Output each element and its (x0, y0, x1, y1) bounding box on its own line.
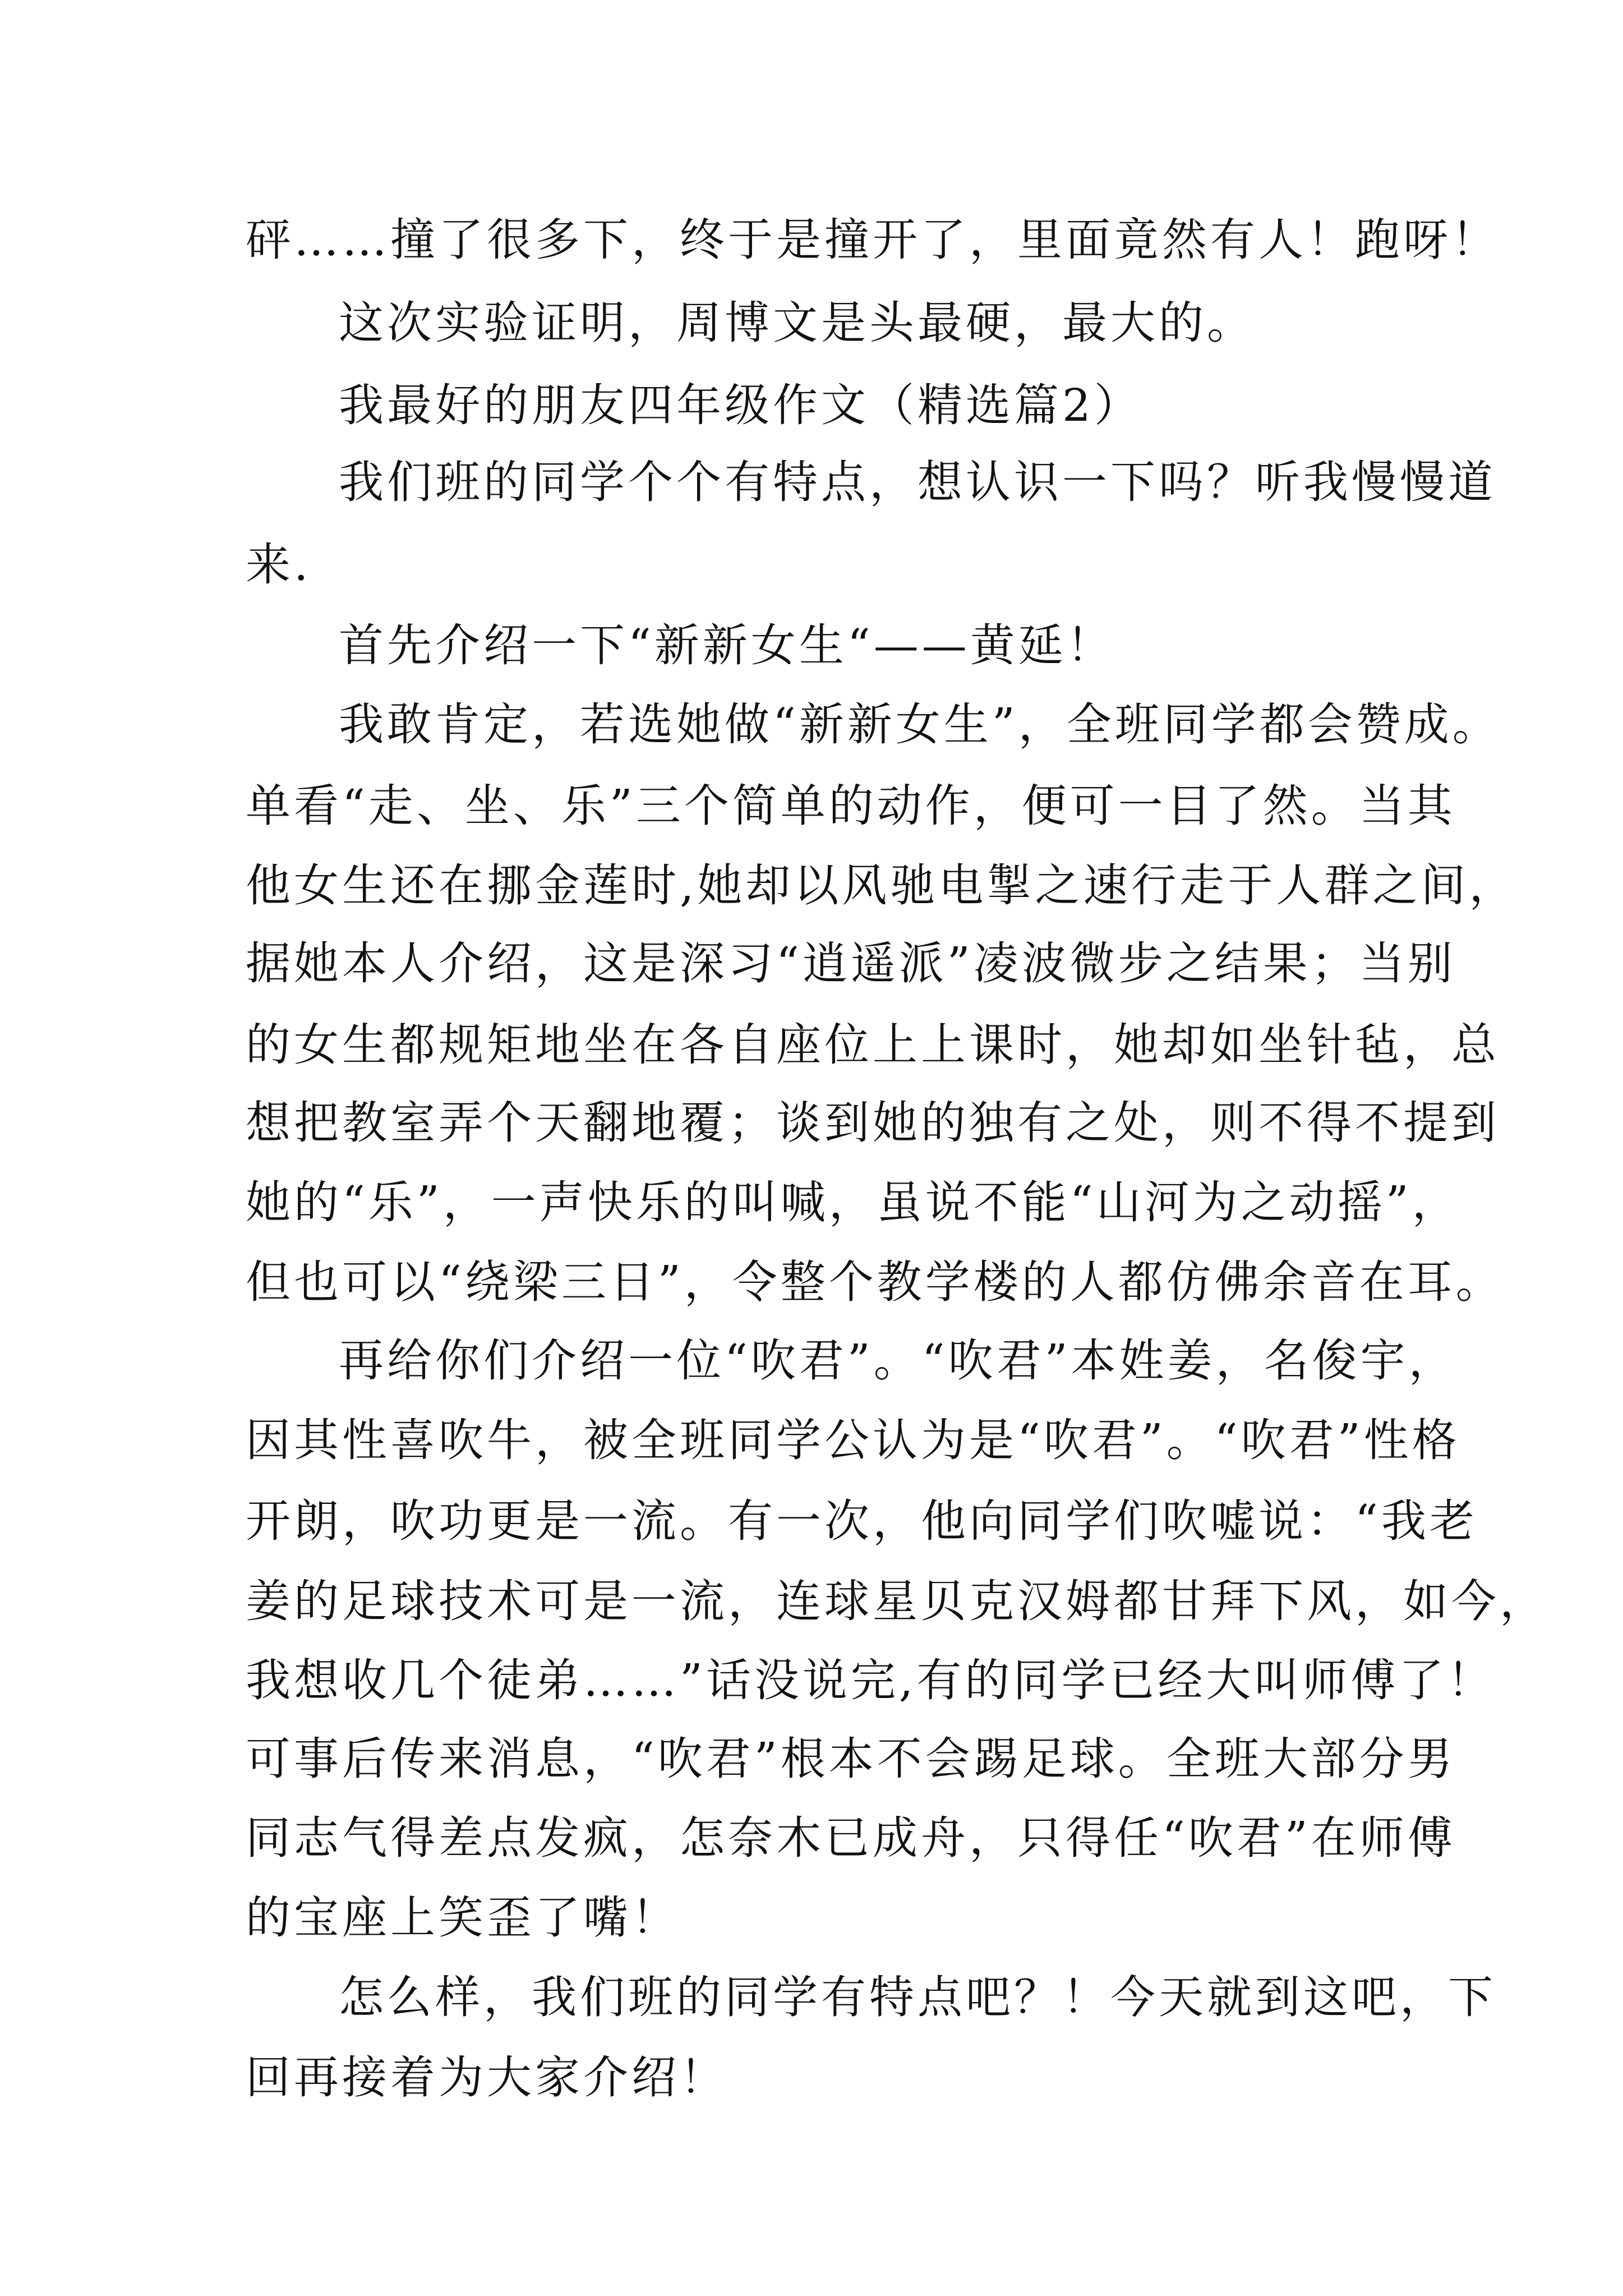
text-line-22: 的宝座上笑歪了嘴！ (246, 1892, 680, 1944)
text-line-14: 但也可以“绕梁三日”，令整个教学楼的人都仿佛余音在耳。 (246, 1256, 1504, 1308)
text-line-15: 再给你们介绍一位“吹君”。“吹君”本姓姜，名俊宇， (339, 1335, 1457, 1387)
text-line-6: 首先介绍一下“新新女生“——黄延！ (339, 619, 1115, 671)
text-line-7: 我敢肯定，若选她做“新新女生”，全班同学都会赞成。 (339, 698, 1501, 751)
text-line-20: 可事后传来消息，“吹君”根本不会踢足球。全班大部分男 (246, 1733, 1456, 1785)
text-line-21: 同志气得差点发疯，怎奈木已成舟，只得任“吹君”在师傅 (246, 1812, 1456, 1864)
text-line-1: 砰……撞了很多下，终于是撞开了，里面竟然有人！跑呀！ (246, 214, 1500, 266)
text-line-4: 我们班的同学个个有特点，想认识一下吗？听我慢慢道 (339, 456, 1496, 508)
text-line-17: 开朗，吹功更是一流。有一次，他向同学们吹嘘说：“我老 (246, 1495, 1478, 1547)
text-line-9: 他女生还在挪金莲时,她却以风驰电掣之速行走于人群之间， (246, 859, 1518, 912)
text-line-8: 单看“走、坐、乐”三个简单的动作，便可一目了然。当其 (246, 780, 1456, 832)
text-line-10: 据她本人介绍，这是深习“逍遥派”凌波微步之结果；当别 (246, 937, 1456, 990)
text-line-5: 来. (246, 539, 312, 591)
section-heading: 我最好的朋友四年级作文（精选篇2） (339, 379, 1142, 431)
text-line-23: 怎么样，我们班的同学有特点吧？！今天就到这吧，下 (339, 1971, 1496, 2023)
text-line-2: 这次实验证明，周博文是头最硬，最大的。 (339, 297, 1255, 349)
text-line-18: 姜的足球技术可是一流，连球星贝克汉姆都甘拜下风，如今， (246, 1575, 1548, 1627)
text-line-11: 的女生都规矩地坐在各自座位上上课时，她却如坐针毡，总 (246, 1019, 1500, 1071)
text-line-24: 回再接着为大家介绍！ (246, 2051, 728, 2104)
text-line-19: 我想收几个徒弟……”话没说完,有的同学已经大叫师傅了！ (246, 1654, 1496, 1706)
text-line-16: 因其性喜吹牛，被全班同学公认为是“吹君”。“吹君”性格 (246, 1414, 1460, 1466)
text-line-13: 她的“乐”，一声快乐的叫喊，虽说不能“山河为之动摇”， (246, 1176, 1460, 1228)
text-line-12: 想把教室弄个天翻地覆；谈到她的独有之处，则不得不提到 (246, 1097, 1500, 1149)
